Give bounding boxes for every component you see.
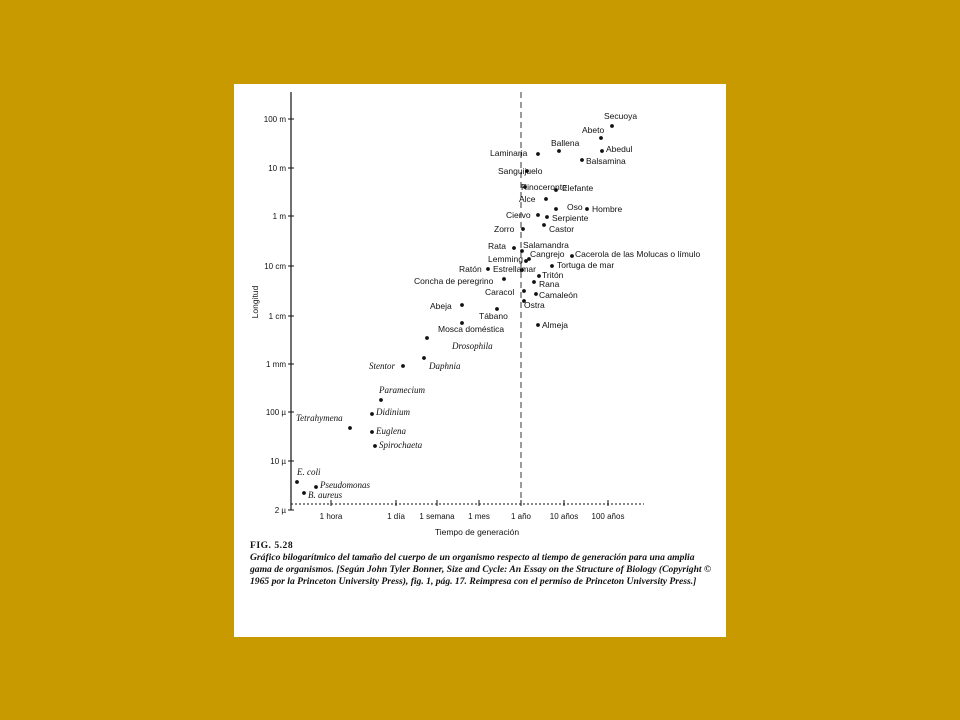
data-point [401,364,405,368]
data-point [544,197,548,201]
x-tick-label: 1 día [387,512,405,521]
data-point [585,207,589,211]
data-point [600,149,604,153]
point-label: Abedul [606,144,633,154]
point-label: Cacerola de las Molucas o límulo [575,249,701,259]
point-label: Pseudomonas [320,480,370,490]
data-point [580,158,584,162]
point-label: Zorro [494,224,515,234]
point-labels [296,111,700,500]
point-label: Alce [519,194,536,204]
y-tick-label: 100 m [263,115,286,124]
point-label: Estrellamar [493,264,536,274]
y-tick-label: 10 µ [270,457,286,466]
data-point [425,336,429,340]
data-point [373,444,377,448]
y-axis-ticks [264,115,294,515]
data-point [314,485,318,489]
data-points [295,124,614,495]
point-label: Ratón [459,264,482,274]
data-point [534,292,538,296]
x-tick-label: 100 años [591,512,625,521]
data-point [536,323,540,327]
point-label: Abeto [582,125,605,135]
point-label: Castor [549,224,575,234]
data-point [348,426,352,430]
point-label: Rata [488,241,506,251]
point-label: Salamandra [523,240,569,250]
x-axis-ticks [320,500,625,521]
data-point [536,152,540,156]
point-label: Ballena [551,138,580,148]
point-label: Didinium [376,407,411,417]
chart [234,84,726,544]
y-tick-label: 10 cm [264,262,286,271]
point-label: Rinoceronte [521,182,567,192]
point-label: Tritón [542,270,564,280]
data-point [379,398,383,402]
figure-caption [250,540,712,588]
point-label: Mosca doméstica [438,324,505,334]
point-label: Drosophila [452,341,493,351]
data-point [512,246,516,250]
point-label: Ciervo [506,210,531,220]
data-point [522,289,526,293]
data-point [545,215,549,219]
data-point [610,124,614,128]
data-point [554,207,558,211]
point-label: Hombre [592,204,623,214]
data-point [521,227,525,231]
point-label: Serpiente [552,213,589,223]
point-label: Abeja [430,301,452,311]
data-point [557,149,561,153]
caption-figure-number: FIG. 5.28 [250,540,294,551]
data-point [370,430,374,434]
y-axis-label: Longitud [250,285,260,319]
data-point [302,491,306,495]
point-label: Ostra [524,300,545,310]
point-label: Euglena [376,426,406,436]
x-tick-label: 1 hora [319,512,343,521]
y-tick-label: 1 mm [266,360,286,369]
data-point [370,412,374,416]
point-label: Tortuga de mar [557,260,615,270]
data-point [532,280,536,284]
point-label: Lemming [488,254,523,264]
data-point [460,303,464,307]
data-point [550,264,554,268]
data-point [542,223,546,227]
data-point [570,254,574,258]
scanned-figure [234,84,726,637]
point-label: Concha de peregrino [414,276,494,286]
data-point [536,213,540,217]
point-label: Rana [539,279,560,289]
y-tick-label: 1 cm [268,312,286,321]
point-label: Camaleón [539,290,578,300]
point-label: Stentor [369,361,395,371]
point-label: Almeja [542,320,568,330]
data-point [295,480,299,484]
data-point [524,259,528,263]
x-tick-label: 1 mes [468,512,490,521]
data-point [502,277,506,281]
data-point [422,356,426,360]
point-label: Spirochaeta [379,440,423,450]
x-tick-label: 1 año [510,512,532,521]
point-label: Cangrejo [530,249,565,259]
point-label: Tetrahymena [296,413,343,423]
caption-text: Gráfico bilogarítmico del tamaño del cuerpo de un organismo respecto al tiempo de generación para una amplia gama de organismos. [Según John Tyler Bonner, Size and Cycle: An Essay on the Structure of Biology (Copyright © 1965 por la Princeton University Press), fig. 1, pág. 17. Reimpresa con el permiso de Princeton University Press.] [250,552,712,587]
point-label: Secuoya [604,111,638,121]
y-tick-label: 100 µ [265,408,286,417]
y-tick-label: 1 m [272,212,286,221]
y-tick-label: 10 m [268,164,286,173]
point-label: Laminaria [490,148,528,158]
point-label: Balsamina [586,156,626,166]
axes [291,92,644,510]
point-label: Daphnia [429,361,461,371]
point-label: Sanguijuelo [498,166,543,176]
data-point [537,274,541,278]
x-axis-label: Tiempo de generación [434,527,520,537]
point-label: Tábano [479,311,508,321]
x-tick-label: 10 años [549,512,579,521]
point-label: Oso [567,202,583,212]
point-label: B. aureus [308,490,343,500]
data-point [599,136,603,140]
point-label: Elefante [562,183,594,193]
x-tick-label: 1 semana [419,512,455,521]
point-label: E. coli [297,467,321,477]
data-point [486,267,490,271]
y-tick-label: 2 µ [274,506,286,515]
point-label: Caracol [485,287,515,297]
point-label: Paramecium [379,385,425,395]
